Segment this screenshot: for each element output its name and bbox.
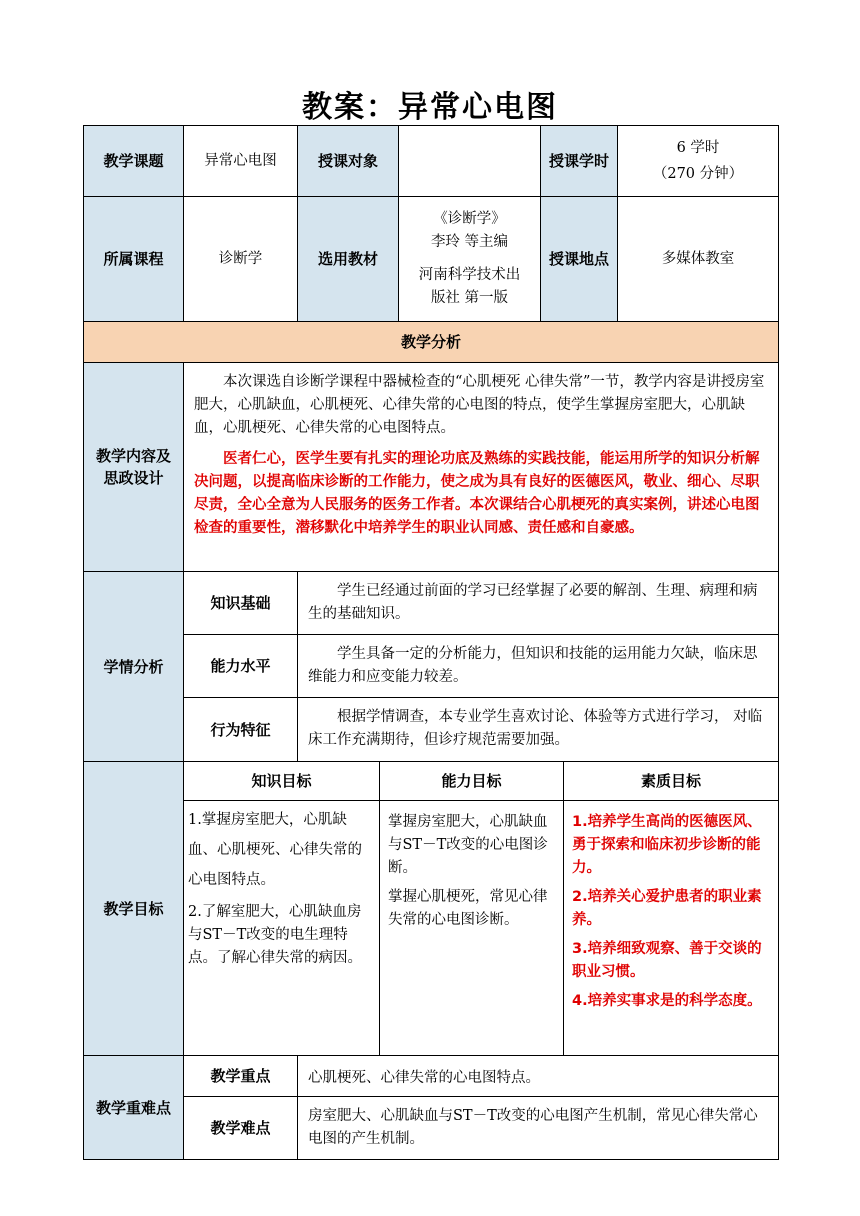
objectives-header-knowledge-text: 知识目标 bbox=[251, 772, 312, 790]
content-para-1: 本次课选自诊断学课程中器械检查的“心肌梗死 心律失常”一节，教学内容是讲授房室肥大，心肌缺血，心肌梗死、心律失常的心电图的特点，使学生掌握房室肥大，心肌缺血，心肌梗死、心律失常的心电图特点。 bbox=[194, 374, 765, 436]
quality-item-1: 1.培养学生高尚的医德医风、勇于探索和临床初步诊断的能力。 bbox=[572, 814, 762, 876]
ability-item-1: 掌握房室肥大，心肌缺血与ST－T改变的心电图诊断。 bbox=[388, 814, 548, 876]
learner-item-label-1-text: 知识基础 bbox=[210, 594, 271, 612]
ability-item-2: 掌握心肌梗死，常见心律失常的心电图诊断。 bbox=[388, 889, 548, 928]
difficulty-label bbox=[183, 1096, 298, 1160]
place-label-text: 授课地点 bbox=[548, 250, 609, 268]
learner-item-text-3-p: 根据学情调查，本专业学生喜欢讨论、体验等方式进行学习， 对临床工作充满期待，但诊疗规范需要加强。 bbox=[308, 709, 763, 748]
hours-value bbox=[617, 125, 779, 197]
objectives-header-ability bbox=[379, 761, 564, 801]
learner-item-label-3-text: 行为特征 bbox=[210, 720, 271, 739]
knowledge-item-2: 2.了解室肥大，心肌缺血房与ST－T改变的电生理特点。了解心律失常的病因。 bbox=[188, 904, 362, 966]
textbook-line1: 《诊断学》 bbox=[433, 211, 506, 227]
learner-label bbox=[83, 571, 184, 762]
objectives-label-text: 教学目标 bbox=[103, 899, 164, 918]
topic-label bbox=[83, 125, 184, 197]
hours-label-text: 授课学时 bbox=[548, 152, 609, 170]
content-para-2: 医者仁心，医学生要有扎实的理论功底及熟练的实践技能，能运用所学的知识分析解决问题，以提高临床诊断的工作能力，使之成为具有良好的医德医风，敬业、细心、尽职尽责，全心全意为人民服务的医务工作者。本次课结合心肌梗死的真实案例，讲述心电图检查的重要性，潜移默化中培养学生的职业认同感、责任感和自豪感。 bbox=[194, 451, 760, 536]
course-label-text: 所属课程 bbox=[103, 250, 164, 268]
place-value-text: 多媒体教室 bbox=[661, 251, 735, 267]
knowledge-item-1: 1.掌握房室肥大，心肌缺血、心肌梗死、心律失常的心电图特点。 bbox=[188, 812, 362, 888]
course-value-text: 诊断学 bbox=[218, 251, 263, 267]
content-body bbox=[183, 362, 779, 572]
textbook-label bbox=[297, 196, 399, 322]
focus-text-span: 心肌梗死、心律失常的心电图特点。 bbox=[308, 1069, 540, 1086]
content-label bbox=[83, 362, 184, 572]
objectives-header-quality-text: 素质目标 bbox=[640, 772, 701, 790]
learner-item-text-1 bbox=[297, 571, 779, 635]
learner-label-text: 学情分析 bbox=[103, 657, 164, 676]
learner-item-label-3 bbox=[183, 697, 298, 762]
page-title: 教案：异常心电图 bbox=[302, 90, 558, 125]
objectives-header-quality bbox=[563, 761, 779, 801]
hours-label bbox=[540, 125, 618, 197]
difficulty-text bbox=[297, 1096, 779, 1160]
objectives-knowledge bbox=[183, 800, 380, 1056]
course-label bbox=[83, 196, 184, 322]
learner-item-text-2-p: 学生具备一定的分析能力，但知识和技能的运用能力欠缺，临床思维能力和应变能力较差。 bbox=[308, 646, 758, 685]
place-label bbox=[540, 196, 618, 322]
audience-value bbox=[398, 125, 541, 197]
textbook-label-text: 选用教材 bbox=[317, 250, 378, 268]
hours-line2: （270 分钟） bbox=[652, 166, 744, 182]
course-value bbox=[183, 196, 298, 322]
topic-label-text: 教学课题 bbox=[103, 152, 164, 170]
objectives-ability bbox=[379, 800, 564, 1056]
difficulty-label-text: 教学难点 bbox=[210, 1119, 271, 1137]
audience-label-text: 授课对象 bbox=[317, 152, 378, 170]
learner-item-label-1 bbox=[183, 571, 298, 635]
focus-label-text: 教学重点 bbox=[210, 1067, 271, 1085]
textbook-line2: 李玲 等主编 bbox=[430, 234, 509, 250]
audience-label bbox=[297, 125, 399, 197]
objectives-header-ability-text: 能力目标 bbox=[441, 772, 502, 790]
textbook-line3: 河南科学技术出 bbox=[418, 267, 521, 283]
topic-value bbox=[183, 125, 298, 197]
topic-value-text: 异常心电图 bbox=[204, 153, 277, 169]
learner-item-text-3 bbox=[297, 697, 779, 762]
quality-item-2: 2.培养关心爱护患者的职业素养。 bbox=[572, 889, 762, 928]
focus-label bbox=[183, 1055, 298, 1097]
textbook-value bbox=[398, 196, 541, 322]
difficulty-text-span: 房室肥大、心肌缺血与ST－T改变的心电图产生机制，常见心律失常心电图的产生机制。 bbox=[308, 1108, 758, 1147]
quality-item-3: 3.培养细致观察、善于交谈的职业习惯。 bbox=[572, 941, 762, 980]
keypoints-label-text: 教学重难点 bbox=[95, 1098, 171, 1117]
keypoints-label bbox=[83, 1055, 184, 1160]
learner-item-label-2 bbox=[183, 634, 298, 698]
place-value bbox=[617, 196, 779, 322]
objectives-quality bbox=[563, 800, 779, 1056]
learner-item-text-1-p: 学生已经通过前面的学习已经掌握了必要的解剖、生理、病理和病生的基础知识。 bbox=[308, 583, 758, 622]
analysis-header bbox=[83, 321, 779, 363]
quality-item-4: 4.培养实事求是的科学态度。 bbox=[572, 993, 762, 1009]
focus-text bbox=[297, 1055, 779, 1097]
objectives-label bbox=[83, 761, 184, 1056]
content-label-text: 教学内容及思政设计 bbox=[95, 447, 171, 487]
textbook-line4: 版社 第一版 bbox=[430, 290, 509, 306]
learner-item-label-2-text: 能力水平 bbox=[210, 657, 271, 675]
learner-item-text-2 bbox=[297, 634, 779, 698]
analysis-header-text: 教学分析 bbox=[400, 333, 461, 351]
hours-line1: 6 学时 bbox=[676, 140, 720, 156]
objectives-header-knowledge bbox=[183, 761, 380, 801]
